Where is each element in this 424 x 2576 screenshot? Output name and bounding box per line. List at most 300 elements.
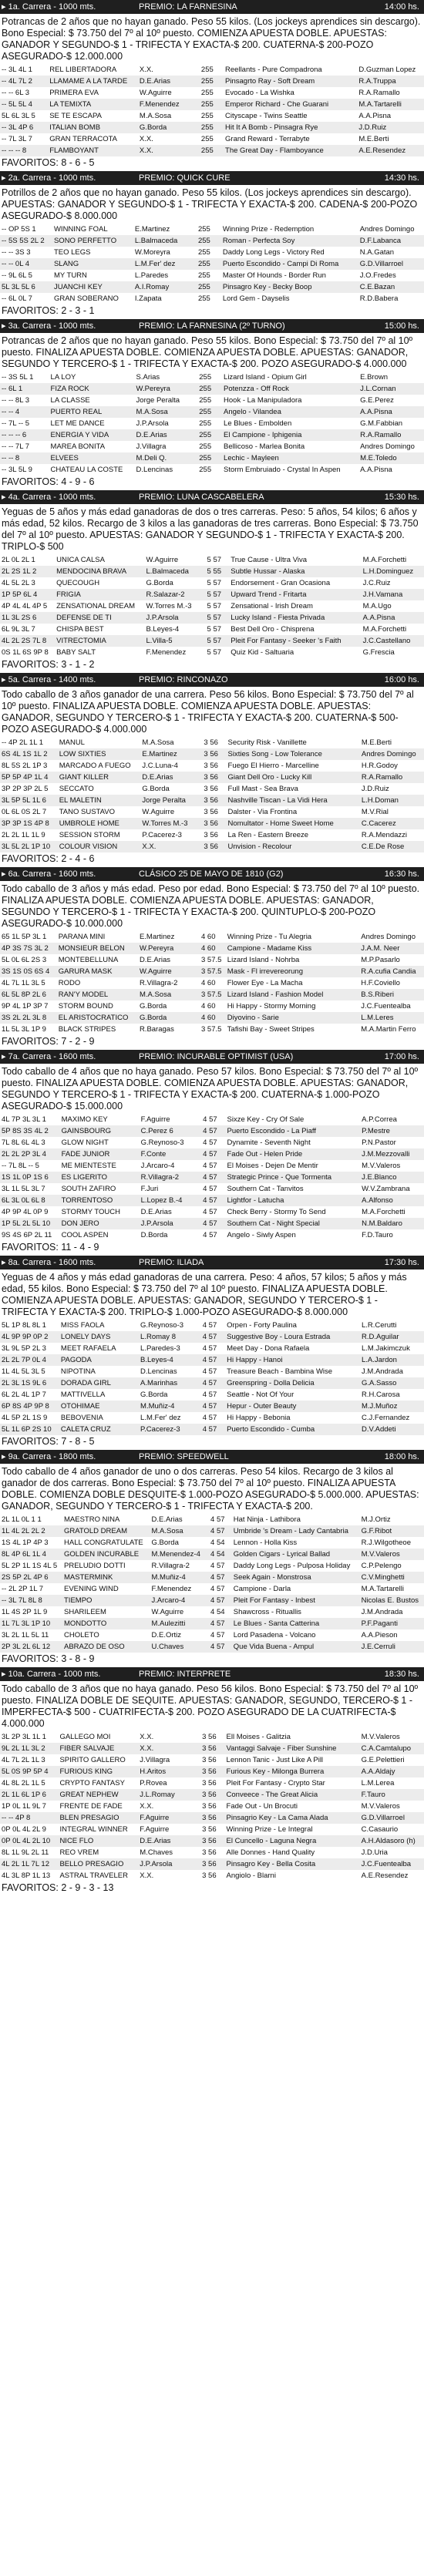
trainer-cell: A.A.Pisna	[362, 612, 424, 624]
weight-cell: 255	[200, 99, 224, 110]
pedigree-cell: Campione - Darla	[233, 1585, 291, 1593]
weight-cell: 255	[200, 89, 214, 97]
jockey-cell: J.P.Arsola	[138, 1858, 200, 1870]
race-header	[0, 319, 424, 333]
trainer-cell: A.A.Pisna	[358, 406, 424, 418]
trainer-cell: J.E.Blanco	[360, 1172, 424, 1183]
table-row	[0, 1320, 424, 1331]
table-row	[0, 612, 424, 624]
race-conditions: Todo caballo de 3 años que no haya ganado. Peso 56 kilos. Bono Especial: $ 73.750 del 7º al 10º puesto. FINALIZA DOBLE DE SEQUITE. APUESTAS: GANADOR, SEGUNDO, TERCERO-$ 1 - IMPERFECTA-$ 500 - CUATRIFECTA-$ 200. POZO ASEGURADO DE LA CUATRIFECTA-$ 4.000.000	[2, 1683, 419, 1729]
favorites-line: FAVORITOS: 3 - 1 - 2	[2, 659, 95, 670]
favorites-line: FAVORITOS: 7 - 2 - 9	[2, 1036, 95, 1047]
horse-name-cell: REO VREM	[59, 1848, 99, 1857]
jockey-cell: F.Menendez	[146, 648, 187, 657]
form-cell: 0L 6L 0S 2L 7	[2, 808, 47, 816]
form-cell: 5P 8S 3S 4L 2	[0, 1125, 60, 1137]
trainer-cell: A.A.Pieson	[361, 1631, 398, 1639]
horse-name-cell: TANO SUSTAVO	[59, 808, 116, 816]
jockey-cell: X.X.	[140, 1802, 154, 1811]
pedigree-cell: Hi Happy - Bebonia	[227, 1414, 291, 1422]
race-header	[0, 867, 424, 881]
entries-table	[0, 1514, 424, 1653]
race-block	[0, 673, 424, 867]
weight-cell: 3 57.5	[200, 966, 226, 977]
pedigree-cell: Orpen - Forty Paulina	[227, 1321, 297, 1330]
horse-name-cell: MAREA BONITA	[50, 442, 106, 451]
table-row	[0, 1125, 424, 1137]
horse-name-cell: RODO	[58, 979, 81, 987]
table-row	[0, 1777, 424, 1789]
jockey-cell: M.Menendez-4	[150, 1549, 209, 1560]
horse-name-cell: MATTIVELLA	[60, 1391, 106, 1399]
weight-cell: 255	[199, 442, 212, 451]
form-cell: 3L 2L 1L 5L 11	[2, 1631, 49, 1639]
jockey-cell: B.Leyes-4	[139, 1354, 201, 1366]
horse-name-cell: BABY SALT	[56, 648, 96, 657]
trainer-cell: R.A.cufia Candia	[359, 966, 424, 977]
horse-name-cell: SONO PERFETTO	[52, 235, 133, 247]
race-premio: PREMIO: QUICK CURE	[139, 173, 231, 183]
race-header	[0, 171, 424, 185]
jockey-cell: W.Torres M.-3	[140, 818, 202, 829]
form-cell: 3L 5L 2L 1P 10	[0, 841, 58, 853]
race-conditions: Todo caballo de 4 años que no haya ganado. Peso 57 kilos. Bono Especial: $ 73.750 del 7º al 10º puesto. FINALIZA APUESTA DOBLE. COMIENZA APUESTA DOBLE. APUESTAS: GANADOR, SEGUNDO Y TERCERO-$ 1 - TRIFECTA Y EXACTA-$ 200. CUATERNA-$ 1.000-POZO ASEGURADO-$ 15.000.000	[2, 1066, 419, 1111]
form-cell: 0S 1L 6S 9P 8	[2, 648, 49, 657]
horse-name-cell: PUERTO REAL	[49, 406, 135, 418]
form-cell: 4L 2L 2S 7L 8	[0, 635, 55, 647]
horse-name-cell: CRYPTO FANTASY	[59, 1779, 125, 1787]
table-row	[0, 589, 424, 600]
trainer-cell: G.D.Villarroel	[358, 258, 424, 270]
pedigree-cell: Fuego El Hierro - Marcelline	[227, 762, 319, 770]
jockey-cell: G.Borda	[138, 122, 200, 133]
pedigree-cell: Lucky Island - Fiesta Privada	[229, 612, 361, 624]
trainer-cell: L.R.Cerutti	[362, 1321, 397, 1330]
jockey-cell: D.E.Arias	[140, 772, 202, 783]
race-time: 17:00 hs.	[384, 1052, 419, 1061]
pedigree-cell: Reellants - Pure Compadrona	[225, 66, 322, 74]
pedigree-cell: Southern Cat - Tanvitos	[227, 1185, 304, 1193]
jockey-cell: D.E.Arias	[138, 76, 200, 87]
table-row	[0, 554, 424, 566]
jockey-cell: W.Pereyra	[138, 943, 200, 954]
jockey-cell: W.Aguirre	[146, 556, 179, 564]
weight-cell: 3 56	[202, 818, 226, 829]
table-row	[0, 1766, 424, 1777]
race-block	[0, 490, 424, 673]
pedigree-cell: Southern Cat - Night Special	[226, 1218, 361, 1229]
race-time: 14:00 hs.	[384, 2, 419, 12]
pedigree-cell: Fade Out - Un Brocuti	[226, 1802, 298, 1811]
race-number: ▸ 1a. Carrera - 1000 mts.	[2, 2, 96, 12]
horse-name-cell: COOL ASPEN	[61, 1231, 109, 1239]
table-row	[0, 122, 424, 133]
pedigree-cell: Pinsagrto Ray - Soft Dream	[224, 76, 357, 87]
pedigree-cell: Le Blues - Embolden	[224, 419, 292, 428]
jockey-cell: M.A.Sosa	[142, 738, 174, 747]
entries-table	[0, 1114, 424, 1241]
trainer-cell: Andres Domingo	[359, 225, 415, 234]
horse-name-cell: QUECOUGH	[56, 579, 100, 587]
table-row	[0, 133, 424, 145]
trainer-cell: R.A.Mendazzi	[361, 831, 408, 839]
pedigree-cell: Hi Happy - Hanoi	[225, 1354, 360, 1366]
jockey-cell: R.Baragas	[139, 1025, 174, 1034]
weight-cell: 255	[197, 225, 210, 234]
table-row	[0, 452, 424, 464]
weight-cell: 3 56	[200, 1766, 224, 1777]
favorites-line: FAVORITOS: 2 - 3 - 1	[2, 305, 95, 316]
horse-name-cell: FADE JUNIOR	[60, 1148, 140, 1160]
horse-name-cell: BLACK STRIPES	[58, 1025, 116, 1034]
weight-cell: 3 56	[204, 785, 218, 793]
race-conditions: Todo caballo de 3 años y más edad. Peso por edad. Bono Especial: $ 73.750 del 7º al 10º puesto. FINALIZA APUESTA DOBLE. COMIENZA APUESTA DOBLE. APUESTAS: GANADOR, SEGUNDO Y TERCERO-$ 1 - TRIFECTA Y EXACTA-$ 200. QUINTUPLO-$ 200-POZO ASEGURADO-$ 10.000.000	[2, 883, 420, 929]
trainer-cell: F.Tauro	[360, 1789, 424, 1801]
table-row	[0, 418, 424, 429]
table-row	[0, 293, 424, 304]
form-cell: -- 3L 5L 9	[2, 466, 32, 474]
race-time: 18:30 hs.	[384, 1670, 419, 1679]
form-cell: -- 3L 4L 1	[2, 66, 32, 74]
form-cell: 0P 0L 4L 2L 9	[2, 1825, 46, 1834]
table-row	[0, 954, 424, 966]
horse-name-cell: PARANA MINI	[58, 933, 106, 941]
table-row	[0, 76, 424, 87]
horse-name-cell: FURIOUS KING	[58, 1766, 138, 1777]
pedigree-cell: Furious Key - Milonga Burrera	[225, 1766, 360, 1777]
weight-cell: 255	[197, 271, 210, 280]
jockey-cell: L.Romay 8	[139, 1331, 201, 1343]
race-premio: PREMIO: INCURABLE OPTIMIST (USA)	[139, 1052, 294, 1061]
jockey-cell: X.X.	[140, 1733, 154, 1741]
weight-cell: 255	[200, 112, 214, 120]
trainer-cell: D.F.Labanca	[358, 235, 424, 247]
horse-name-cell: LA TEMIXTA	[48, 99, 138, 110]
trainer-cell: G.Frescia	[362, 648, 395, 657]
trainer-cell: D.Guzman Lopez	[358, 66, 416, 74]
race-conditions: Todo caballo de 4 años ganador de uno o dos carreras. Peso 54 kilos. Recargo de 3 kilos al ganador de dos carreras. Bono Especial: $ 73.750 del 7º al 10º puesto. FINALIZA APUESTA DOBLE. COMIENZA DOBLE DESQUITE-$ 1.000-POZO ASEGURADO-$ 5.000.000. APUESTAS: GANADOR, SEGUNDO Y TERCERO-$ 1 - TRIFECTA Y EXACTA-$ 200.	[2, 1466, 419, 1512]
jockey-cell: L.Lopez B.-4	[140, 1195, 202, 1206]
race-premio: PREMIO: LA FARNESINA (2º TURNO)	[139, 321, 285, 331]
pedigree-cell: Puerto Escondido - Cumba	[225, 1424, 360, 1435]
race-number: ▸ 6a. Carrera - 1600 mts.	[2, 869, 96, 879]
horse-name-cell: NIPOTINA	[60, 1367, 96, 1376]
pedigree-cell: Puerto Escondido - La Piaff	[226, 1125, 361, 1137]
form-cell: 1P 5L 2L 5L 10	[0, 1218, 60, 1229]
table-row	[0, 818, 424, 829]
horse-name-cell: COLOUR VISION	[58, 841, 141, 853]
trainer-cell: A.E.Resendez	[361, 1871, 409, 1880]
table-row	[0, 600, 424, 612]
horse-name-cell: SECCATO	[59, 785, 94, 793]
pedigree-cell: Hi Happy - Stormy Morning	[227, 1002, 316, 1011]
jockey-cell: J.P.Arsola	[136, 419, 169, 428]
trainer-cell: M.V.Valeros	[362, 1162, 401, 1170]
pedigree-cell: Pleit For Fantasy - Seeker 's Faith	[229, 635, 361, 647]
weight-cell: 5 57	[206, 612, 230, 624]
form-cell: 4L 2L 1L 7L 12	[0, 1858, 58, 1870]
weight-cell: 4 60	[200, 943, 226, 954]
pedigree-cell: Quiz Kid - Saltuaria	[231, 648, 294, 657]
form-cell: 3L 1L 5L 3L 7	[2, 1185, 45, 1193]
pedigree-cell: Storm Embruiado - Crystal In Aspen	[224, 466, 341, 474]
horse-name-cell: FLAMBOYANT	[48, 145, 138, 156]
trainer-cell: M.A.Forchetti	[362, 556, 407, 564]
pedigree-cell: Greenspring - Dolla Delicia	[225, 1377, 360, 1389]
weight-cell: 255	[199, 466, 212, 474]
pedigree-cell: Conveece - The Great Alicia	[225, 1789, 360, 1801]
horse-name-cell: SLANG	[52, 258, 133, 270]
trainer-cell: H.F.Coviello	[361, 979, 400, 987]
trainer-cell: E.Brown	[360, 373, 388, 382]
form-cell: 6L 5L 8P 2L 6	[0, 989, 57, 1000]
pedigree-cell: Roman - Perfecta Soy	[221, 235, 358, 247]
weight-cell: 3 56	[202, 795, 226, 806]
form-cell: 1S 4L 1P 4P 3	[2, 1539, 49, 1547]
jockey-cell: Jorge Peralta	[140, 795, 202, 806]
jockey-cell: R.Villagra-2	[140, 1172, 202, 1183]
table-row	[0, 1835, 424, 1847]
race-header	[0, 1450, 424, 1464]
form-cell: 2L 2S 1L 2	[0, 566, 55, 577]
form-cell: -- 3S 5L 1	[2, 373, 34, 382]
table-row	[0, 841, 424, 853]
table-row	[0, 99, 424, 110]
trainer-cell: N.A.Gatan	[359, 248, 395, 257]
trainer-cell: D.V.Addeti	[360, 1424, 424, 1435]
form-cell: 4P 3S 7S 3L 2	[0, 943, 57, 954]
form-cell: -- 5L 5L 4	[0, 99, 48, 110]
table-row	[0, 624, 424, 635]
weight-cell: 4 57	[201, 1218, 225, 1229]
weight-cell: 3 57.5	[200, 1025, 222, 1034]
trainer-cell: M.J.Ortiz	[361, 1515, 391, 1524]
pedigree-cell: Pinsagro Key - Bella Cosita	[225, 1858, 360, 1870]
pedigree-cell: Winning Prize - Tu Alegria	[227, 933, 312, 941]
table-row	[0, 1229, 424, 1241]
table-row	[0, 829, 424, 841]
jockey-cell: L.M.Fer' dez	[140, 1414, 181, 1422]
table-row	[0, 943, 424, 954]
weight-cell: 3 56	[204, 762, 218, 770]
weight-cell: 4 57	[202, 1367, 217, 1376]
horse-name-cell: ELVEES	[49, 452, 135, 464]
form-cell: 4L 7L 2L 1L 3	[2, 1756, 45, 1764]
horse-name-cell: EL ARISTOCRATICO	[57, 1012, 138, 1024]
trainer-cell: M.V.Rial	[361, 808, 389, 816]
trainer-cell: L.A.Jardon	[360, 1354, 424, 1366]
weight-cell: 3 56	[200, 1858, 224, 1870]
trainer-cell: A.E.Resendez	[357, 145, 424, 156]
pedigree-cell: Lizard Island - Fashion Model	[226, 989, 359, 1000]
trainer-cell: M.A.Ugo	[362, 602, 392, 610]
table-row	[0, 1606, 424, 1618]
weight-cell: 4 57	[201, 1125, 225, 1137]
pedigree-cell: Hook - La Manipuladora	[224, 396, 302, 405]
entries-table	[0, 1731, 424, 1882]
horse-name-cell: DEFENSE DE TI	[55, 612, 144, 624]
trainer-cell: N.M.Baldaro	[360, 1218, 424, 1229]
weight-cell: 4 57	[201, 1331, 225, 1343]
jockey-cell: A.I.Romay	[133, 281, 197, 293]
race-header	[0, 1256, 424, 1270]
horse-name-cell: EL MALETIN	[58, 795, 141, 806]
form-cell: 65 1L 5P 3L 1	[2, 933, 47, 941]
horse-name-cell: GLOW NIGHT	[61, 1138, 109, 1147]
jockey-cell: J.P.Arsola	[144, 612, 205, 624]
trainer-cell: M.V.Valeros	[361, 1802, 400, 1811]
horse-name-cell: SHARILEEM	[64, 1608, 106, 1616]
pedigree-cell: Unvision - Recolour	[227, 841, 360, 853]
jockey-cell: W.Moreyra	[134, 248, 170, 257]
trainer-cell: C.E.De Rose	[360, 841, 424, 853]
horse-name-cell: FIBER SALVAJE	[58, 1743, 138, 1754]
jockey-cell: A.Marinhas	[139, 1377, 201, 1389]
horse-name-cell: DORADA GIRL	[59, 1377, 139, 1389]
pedigree-cell: Pinsagrio Key - La Cama Alada	[225, 1812, 360, 1824]
jockey-cell: L.Paredes	[134, 271, 169, 280]
horse-name-cell: FRENTE DE FADE	[59, 1802, 123, 1811]
form-cell: 3L 2P 3L 1L 1	[2, 1733, 46, 1741]
race-time: 15:30 hs.	[384, 493, 419, 502]
weight-cell: 255	[199, 396, 212, 405]
trainer-cell: J.C.Fuentealba	[361, 1002, 411, 1011]
form-cell: -- -- 3S 3	[2, 248, 31, 257]
horse-name-cell: SPIRITO GALLERO	[59, 1756, 126, 1764]
jockey-cell: L.M.Fer' dez	[133, 258, 197, 270]
race-time: 15:00 hs.	[384, 321, 419, 331]
jockey-cell: D.E.Arias	[140, 1208, 172, 1216]
weight-cell: 3 57.5	[200, 989, 226, 1000]
jockey-cell: D.E.Ortiz	[151, 1631, 182, 1639]
pedigree-cell: Umbride 's Dream - Lady Cantabria	[232, 1525, 360, 1537]
pedigree-cell: Endorsement - Gran Ocasiona	[231, 579, 331, 587]
pedigree-cell: Winning Prize - Redemption	[222, 225, 315, 234]
weight-cell: 4 57	[210, 1515, 225, 1524]
trainer-cell: C.A.Camtalupo	[360, 1743, 424, 1754]
weight-cell: 4 57	[210, 1562, 225, 1570]
trainer-cell: M.E.Berti	[358, 135, 389, 143]
form-cell: 2L 2L 1L 1L 9	[2, 831, 45, 839]
form-cell: 5L 3L 5L 6	[0, 281, 52, 293]
weight-cell: 4 60	[200, 1002, 216, 1011]
table-row	[0, 1343, 424, 1354]
form-cell: -- 3L 4P 6	[0, 122, 48, 133]
entries-table	[0, 372, 424, 476]
trainer-cell: M.E.Toledo	[358, 452, 424, 464]
pedigree-cell: Giant Dell Oro - Lucky Kill	[227, 772, 360, 783]
favorites-line: FAVORITOS: 11 - 4 - 9	[2, 1242, 99, 1253]
pedigree-cell: Shawcross - Rituallis	[233, 1608, 301, 1616]
table-row	[0, 635, 424, 647]
form-cell: 4L 7L 1L 3L 5	[2, 979, 45, 987]
horse-name-cell: GRATOLD DREAM	[62, 1525, 150, 1537]
favorites-line: FAVORITOS: 3 - 8 - 9	[2, 1653, 95, 1664]
entries-table	[0, 64, 424, 156]
form-cell: -- 6L 1	[0, 383, 49, 395]
horse-name-cell: SE TE ESCAPA	[49, 112, 102, 120]
table-row	[0, 372, 424, 383]
trainer-cell: P.Mestre	[360, 1125, 424, 1137]
table-row	[0, 989, 424, 1000]
form-cell: -- -- 8L 3	[2, 396, 30, 405]
pedigree-cell: Angelo - Vilandea	[222, 406, 358, 418]
table-row	[0, 1731, 424, 1743]
weight-cell: 255	[200, 122, 224, 133]
horse-name-cell: UNICA CALSA	[56, 556, 105, 564]
weight-cell: 3 56	[200, 1743, 224, 1754]
weight-cell: 3 57.5	[200, 956, 222, 964]
form-cell: 1S 1L 0P 1S 6	[0, 1172, 60, 1183]
trainer-cell: C.E.Bazan	[358, 281, 424, 293]
form-cell: 4L 5L 2L 3	[2, 579, 35, 587]
trainer-cell: R.A.Truppa	[357, 76, 424, 87]
race-header	[0, 0, 424, 14]
favorites-line: FAVORITOS: 2 - 4 - 6	[2, 853, 95, 864]
table-row	[0, 1549, 424, 1560]
table-row	[0, 1024, 424, 1035]
pedigree-cell: Treasure Beach - Bambina Wise	[227, 1367, 333, 1376]
weight-cell: 255	[199, 373, 212, 382]
race-time: 18:00 hs.	[384, 1452, 419, 1461]
table-row	[0, 441, 424, 452]
horse-name-cell: CHOLETO	[64, 1631, 99, 1639]
trainer-cell: L.H.Dominguez	[362, 566, 424, 577]
trainer-cell: A.A.Pisna	[360, 466, 392, 474]
horse-name-cell: ABRAZO DE OSO	[62, 1641, 150, 1653]
weight-cell: 255	[197, 383, 222, 395]
horse-name-cell: MANUL	[59, 738, 85, 747]
horse-name-cell: GARURA MASK	[57, 966, 138, 977]
race-time: 14:30 hs.	[384, 173, 419, 183]
trainer-cell: J.L.Cornan	[358, 383, 424, 395]
race-number: ▸ 7a. Carrera - 1600 mts.	[2, 1052, 96, 1061]
jockey-cell: G.Borda	[140, 1391, 168, 1399]
form-cell: -- 4L 7L 2	[0, 76, 48, 87]
horse-name-cell: HALL CONGRATULATE	[64, 1539, 143, 1547]
horse-name-cell: GALLEGO MOI	[59, 1733, 111, 1741]
horse-name-cell: ASTRAL TRAVELER	[59, 1871, 128, 1880]
pedigree-cell: Seek Again - Monstrosa	[232, 1572, 360, 1583]
pedigree-cell: Mask - Fl irrevereorung	[226, 966, 359, 977]
weight-cell: 5 55	[206, 566, 230, 577]
pedigree-cell: Lightfor - Latucha	[226, 1195, 361, 1206]
weight-cell: 255	[197, 235, 221, 247]
jockey-cell: L.Paredes-3	[140, 1344, 180, 1353]
table-row	[0, 429, 424, 441]
horse-name-cell: LET ME DANCE	[50, 419, 105, 428]
form-cell: 4P 9P 4L 0P 9	[2, 1208, 49, 1216]
jockey-cell: F.Aguirre	[140, 1825, 170, 1834]
form-cell: 5L 6L 3L 5	[2, 112, 35, 120]
jockey-cell: E.Martinez	[140, 748, 202, 760]
pedigree-cell: Master Of Hounds - Border Run	[222, 271, 326, 280]
jockey-cell: X.X.	[138, 1743, 200, 1754]
horse-name-cell: TORRENTOSO	[60, 1195, 140, 1206]
horse-name-cell: GREAT NEPHEW	[58, 1789, 138, 1801]
race-header	[0, 1667, 424, 1681]
trainer-cell: J.H.Vamana	[362, 589, 424, 600]
pedigree-cell: Que Vida Buena - Ampul	[232, 1641, 360, 1653]
table-row	[0, 1572, 424, 1583]
favorites-line: FAVORITOS: 7 - 8 - 5	[2, 1436, 95, 1447]
pedigree-cell: Ell Moises - Galitzia	[226, 1733, 291, 1741]
jockey-cell: G.Reynoso-3	[140, 1138, 184, 1147]
horse-name-cell: PRELUDIO DOTTI	[64, 1562, 126, 1570]
jockey-cell: W.Aguirre	[142, 808, 175, 816]
table-row	[0, 258, 424, 270]
trainer-cell: J.C.Ruiz	[362, 579, 391, 587]
